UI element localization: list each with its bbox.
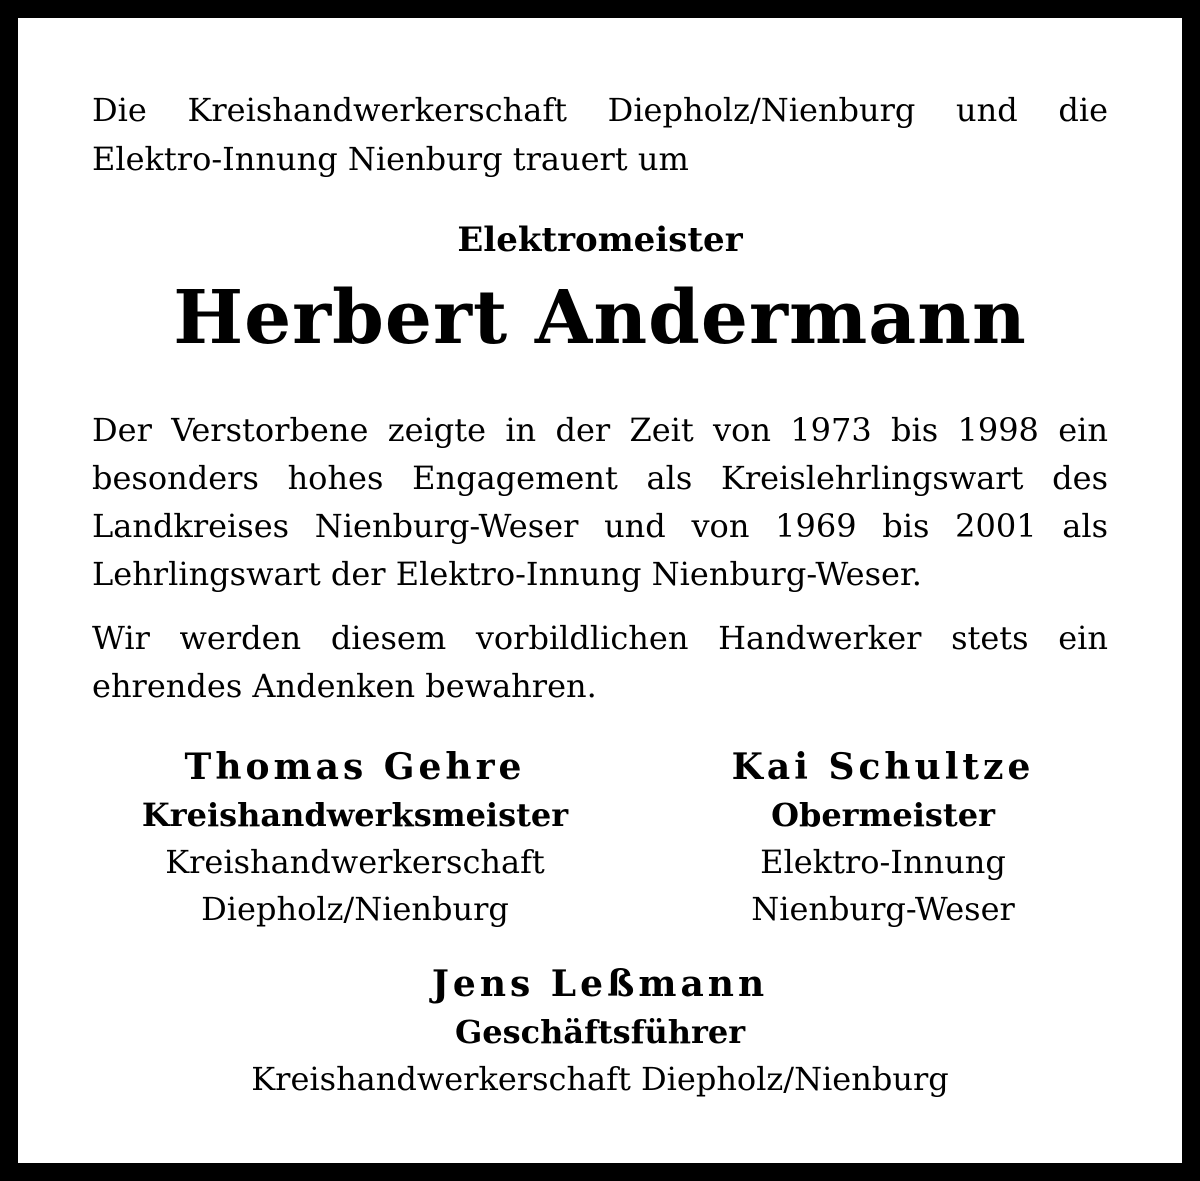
deceased-name: Herbert Andermann (173, 275, 1027, 361)
signatory-role: Geschäftsführer (454, 1013, 746, 1051)
signatory-org-line2: Diepholz/Nienburg (201, 890, 509, 928)
deceased-title: Elektromeister (457, 220, 743, 260)
signatory-name: Kai Schultze (731, 746, 1035, 788)
signatory-role: Kreishandwerksmeister (141, 796, 569, 834)
signatory-name: Jens Leßmann (431, 963, 769, 1005)
obituary-notice (18, 18, 1182, 1163)
signatory-org-line1: Kreishandwerkerschaft Diepholz/Nienburg (251, 1060, 949, 1098)
signatory-left (110, 742, 600, 933)
signatory-org-line1: Kreishandwerkerschaft (165, 843, 545, 881)
closing-text: Wir werden diesem vorbildlichen Handwerker stets ein ehrendes Andenken bewahren. (92, 619, 1108, 705)
signatory-org-line1: Elektro-Innung (760, 843, 1006, 881)
signatory-name: Thomas Gehre (184, 746, 526, 788)
signatory-center (150, 959, 1050, 1103)
tribute-text: Der Verstorbene zeigte in der Zeit von 1973 bis 1998 ein besonders hohes Engagement als Kreislehrlingswart des Landkreises Nienburg-Weser und von 1969 bis 2001 als Lehrlingswart der Elektro-Innung Nienburg-Weser. (92, 411, 1108, 593)
intro-text: Die Kreishandwerkerschaft Diepholz/Nienburg und die Elektro-Innung Nienburg trauert um (92, 91, 1108, 178)
signatory-role: Obermeister (771, 796, 995, 834)
signatory-right (638, 742, 1128, 933)
signatory-org-line2: Nienburg-Weser (751, 890, 1015, 928)
